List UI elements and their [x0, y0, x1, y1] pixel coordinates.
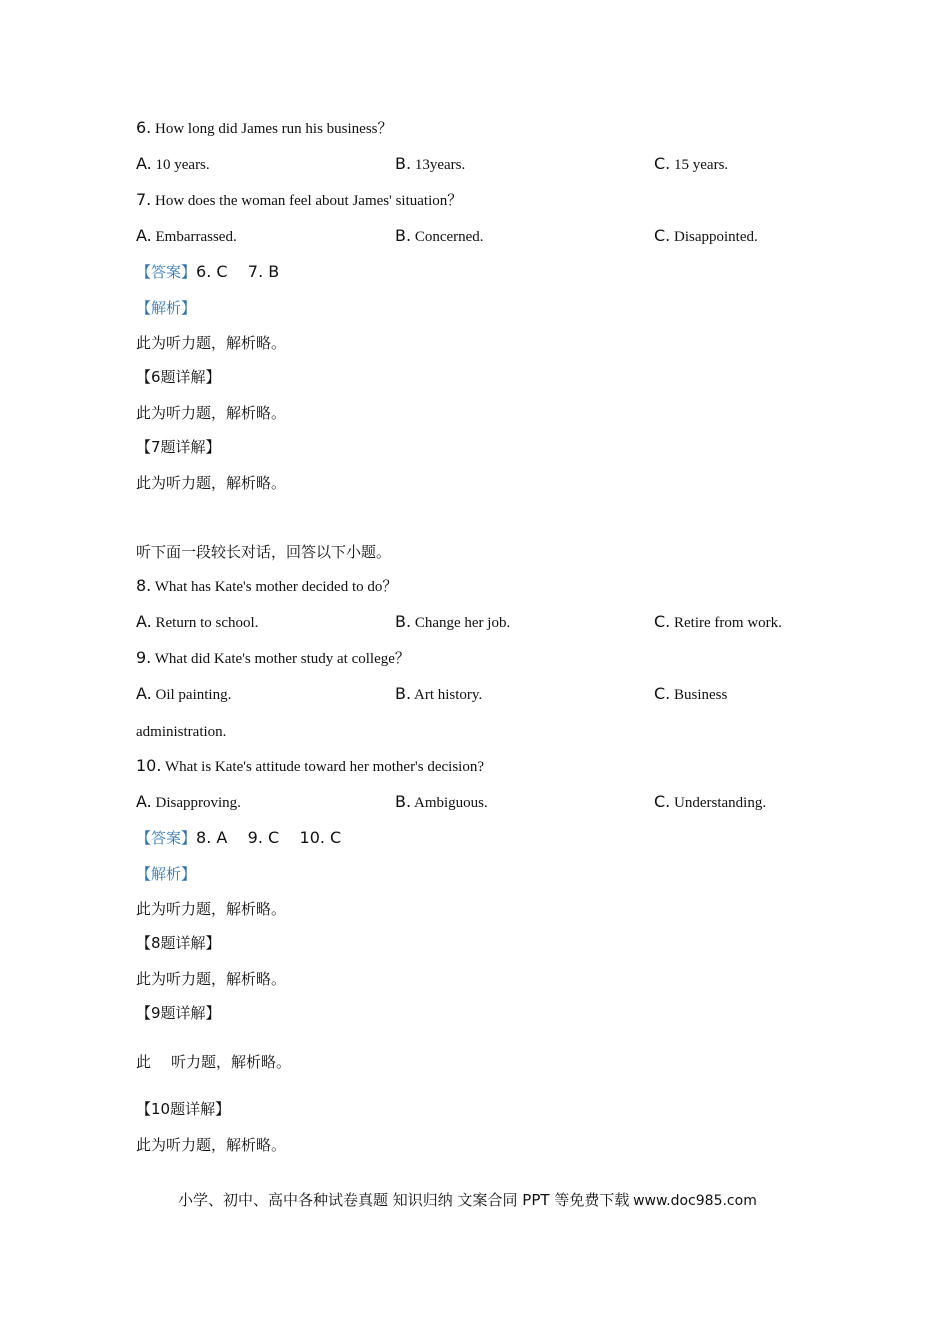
- answer-line: [136, 828, 341, 849]
- answer-text: 8. A 9. C 10. C: [196, 828, 342, 847]
- q6-option-a: [136, 154, 210, 175]
- q10-option-b: [395, 792, 488, 813]
- detail-9-label: 【9题详解】: [136, 1004, 221, 1022]
- option-letter: A.: [136, 226, 152, 245]
- q9-option-c: [654, 684, 727, 705]
- option-letter: A.: [136, 612, 152, 631]
- option-letter: A.: [136, 792, 152, 811]
- detail-7-text: 此为听力题，解析略。: [136, 474, 287, 492]
- question-7: [136, 190, 462, 211]
- option-text: 15 years.: [674, 157, 729, 173]
- answer-text: 6. C 7. B: [196, 262, 280, 281]
- q8-option-c: [654, 612, 782, 633]
- option-text: Return to school.: [155, 615, 259, 631]
- detail-9-text-end: 听力题，解析略。: [171, 1053, 292, 1071]
- q6-option-c: [654, 154, 728, 175]
- answer-line: [136, 262, 279, 283]
- answer-label: 【答案】: [136, 263, 197, 281]
- question-number: 7.: [136, 190, 152, 209]
- q8-option-b: [395, 612, 510, 633]
- detail-10-label: 【10题详解】: [136, 1100, 231, 1118]
- q9-option-a: [136, 684, 231, 705]
- question-8: [136, 576, 397, 597]
- q7-option-a: [136, 226, 237, 247]
- option-letter: B.: [395, 226, 412, 245]
- detail-8-label: 【8题详解】: [136, 934, 221, 952]
- page-footer: [178, 1190, 757, 1211]
- analysis-text: 此为听力题，解析略。: [136, 334, 287, 352]
- analysis-label: 【解析】: [136, 299, 197, 317]
- question-text: What is Kate's attitude toward her mother's decision?: [164, 759, 484, 775]
- option-letter: A.: [136, 154, 152, 173]
- question-text: What has Kate's mother decided to do？: [154, 579, 398, 595]
- option-letter: B.: [395, 684, 412, 703]
- question-text: How does the woman feel about James' situation？: [155, 193, 463, 209]
- analysis-label: 【解析】: [136, 865, 197, 883]
- q10-option-a: [136, 792, 241, 813]
- option-text: Understanding.: [674, 795, 767, 811]
- option-text: Ambiguous.: [414, 795, 488, 811]
- option-text: Disapproving.: [155, 795, 241, 811]
- question-number: 8.: [136, 576, 152, 595]
- option-text: Retire from work.: [674, 615, 782, 631]
- detail-6-label: 【6题详解】: [136, 368, 221, 386]
- question-10: [136, 756, 484, 777]
- q9-option-c-wrap: administration.: [136, 724, 227, 740]
- detail-9-text-start: 此: [136, 1053, 152, 1071]
- detail-10-text: 此为听力题，解析略。: [136, 1136, 287, 1154]
- q7-option-c: [654, 226, 758, 247]
- q7-option-b: [395, 226, 484, 247]
- footer-url[interactable]: www.doc985.com: [633, 1193, 757, 1209]
- option-text: Art history.: [414, 687, 483, 703]
- q10-option-c: [654, 792, 766, 813]
- detail-9-text: [136, 1052, 291, 1072]
- option-text: 10 years.: [155, 157, 210, 173]
- footer-text: 小学、初中、高中各种试卷真题 知识归纳 文案合同 PPT 等免费下载: [178, 1191, 630, 1209]
- question-6: [136, 118, 393, 139]
- q9-option-b: [395, 684, 482, 705]
- option-text: Embarrassed.: [155, 229, 237, 245]
- q6-option-b: [395, 154, 465, 175]
- option-letter: B.: [395, 612, 412, 631]
- question-text: How long did James run his business？: [155, 121, 393, 137]
- option-letter: B.: [395, 154, 412, 173]
- detail-6-text: 此为听力题，解析略。: [136, 404, 287, 422]
- option-letter: C.: [654, 792, 671, 811]
- detail-7-label: 【7题详解】: [136, 438, 221, 456]
- section-instruction: 听下面一段较长对话，回答以下小题。: [136, 543, 392, 561]
- q8-option-a: [136, 612, 258, 633]
- option-letter: B.: [395, 792, 412, 811]
- option-text: Disappointed.: [674, 229, 758, 245]
- question-number: 10.: [136, 756, 162, 775]
- option-letter: C.: [654, 612, 671, 631]
- option-text: Oil painting.: [155, 687, 232, 703]
- option-letter: C.: [654, 226, 671, 245]
- question-number: 6.: [136, 118, 152, 137]
- answer-label: 【答案】: [136, 829, 197, 847]
- detail-8-text: 此为听力题，解析略。: [136, 970, 287, 988]
- question-text: What did Kate's mother study at college？: [154, 651, 410, 667]
- option-text: Business: [674, 687, 728, 703]
- analysis-text: 此为听力题，解析略。: [136, 900, 287, 918]
- option-text: Change her job.: [414, 615, 511, 631]
- option-letter: C.: [654, 684, 671, 703]
- question-number: 9.: [136, 648, 152, 667]
- option-text: 13years.: [414, 157, 466, 173]
- option-text: Concerned.: [414, 229, 484, 245]
- option-letter: C.: [654, 154, 671, 173]
- option-letter: A.: [136, 684, 152, 703]
- question-9: [136, 648, 410, 669]
